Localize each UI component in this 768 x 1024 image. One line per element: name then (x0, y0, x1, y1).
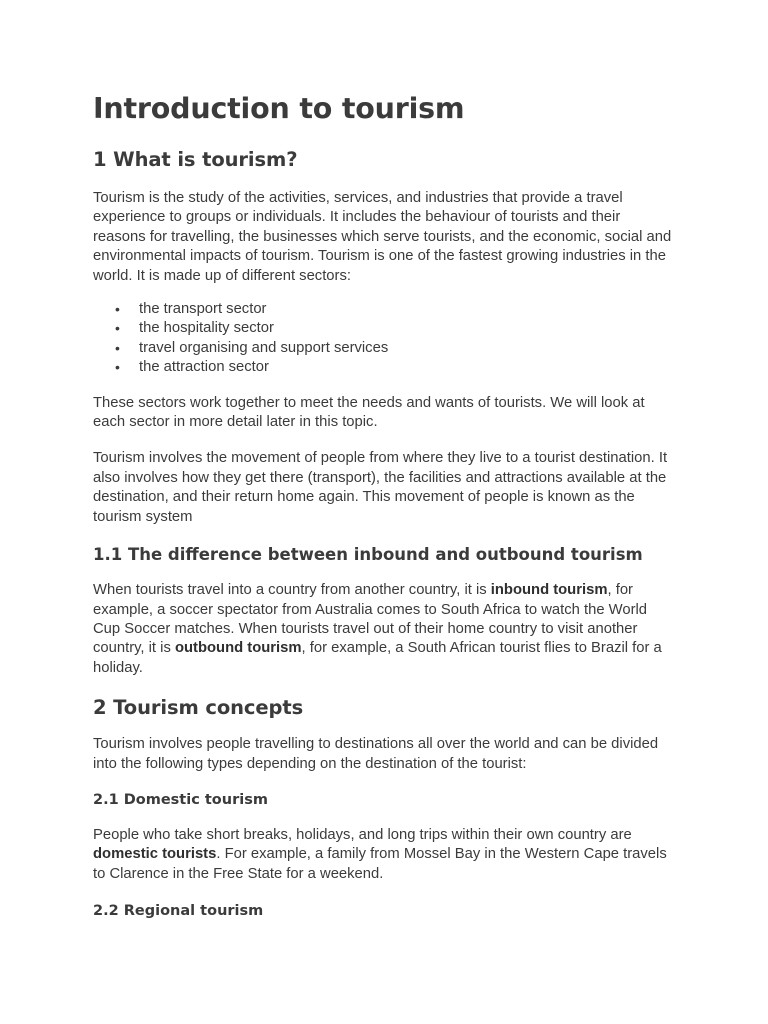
paragraph-tourism-concepts: Tourism involves people travelling to destinations all over the world and can be divided into the following types depending on the destination of the tourist: (93, 736, 659, 772)
page-title: Introduction to tourism (93, 92, 465, 125)
term-inbound-tourism: inbound tourism (490, 582, 608, 599)
list-item: • the attraction sector (115, 358, 674, 377)
text-span: . For example, a family from Mossel Bay in the Western Cape travels to Clarence in the Free State for a weekend. (93, 846, 667, 882)
paragraph-sectors-together: These sectors work together to meet the needs and wants of tourists. We will look at each sector in more detail later in this topic. (93, 394, 645, 431)
subsection-heading-domestic-tourism: 2.1 Domestic tourism (93, 791, 268, 808)
section-heading-what-is-tourism: 1 What is tourism? (93, 148, 298, 171)
list-item: • the hospitality sector (115, 319, 674, 338)
list-item: • the transport sector (115, 300, 674, 319)
subsection-heading-regional-tourism: 2.2 Regional tourism (93, 903, 264, 920)
paragraph-domestic-tourism (93, 826, 674, 884)
text-span: , for example, a South African tourist flies to Brazil for a holiday. (93, 640, 662, 676)
text-span: , for example, a soccer spectator from Australia comes to South Africa to watch the World Cup Soccer matches. When tourists travel out of their home country to visit another country, it is (93, 582, 648, 657)
section-heading-tourism-concepts: 2 Tourism concepts (93, 696, 304, 720)
text-span: People who take short breaks, holidays, and long trips within their own country are (93, 826, 632, 843)
term-domestic-tourists: domestic tourists (93, 846, 217, 863)
paragraph-tourism-definition: Tourism is the study of the activities, services, and industries that provide a travel experience to groups or individuals. It includes the behaviour of tourists and their reasons for travelling, the businesses which serve tourists, and the economic, social and environmental impacts of tourism. Tourism is one of the fastest growing industries in the world. It is made up of different sectors: (93, 190, 672, 284)
paragraph-tourism-system: Tourism involves the movement of people from where they live to a tourist destination. It also involves how they get there (transport), the facilities and attractions available at the destination, and their return home again. This movement of people is known as the tourism system (93, 450, 668, 525)
list-item: • travel organising and support services (115, 339, 674, 358)
term-outbound-tourism: outbound tourism (174, 640, 302, 657)
section-heading-inbound-outbound: 1.1 The difference between inbound and outbound tourism (93, 545, 643, 565)
text-span: When tourists travel into a country from another country, it is (93, 582, 491, 599)
sectors-list (115, 300, 674, 378)
paragraph-inbound-outbound (93, 581, 674, 678)
